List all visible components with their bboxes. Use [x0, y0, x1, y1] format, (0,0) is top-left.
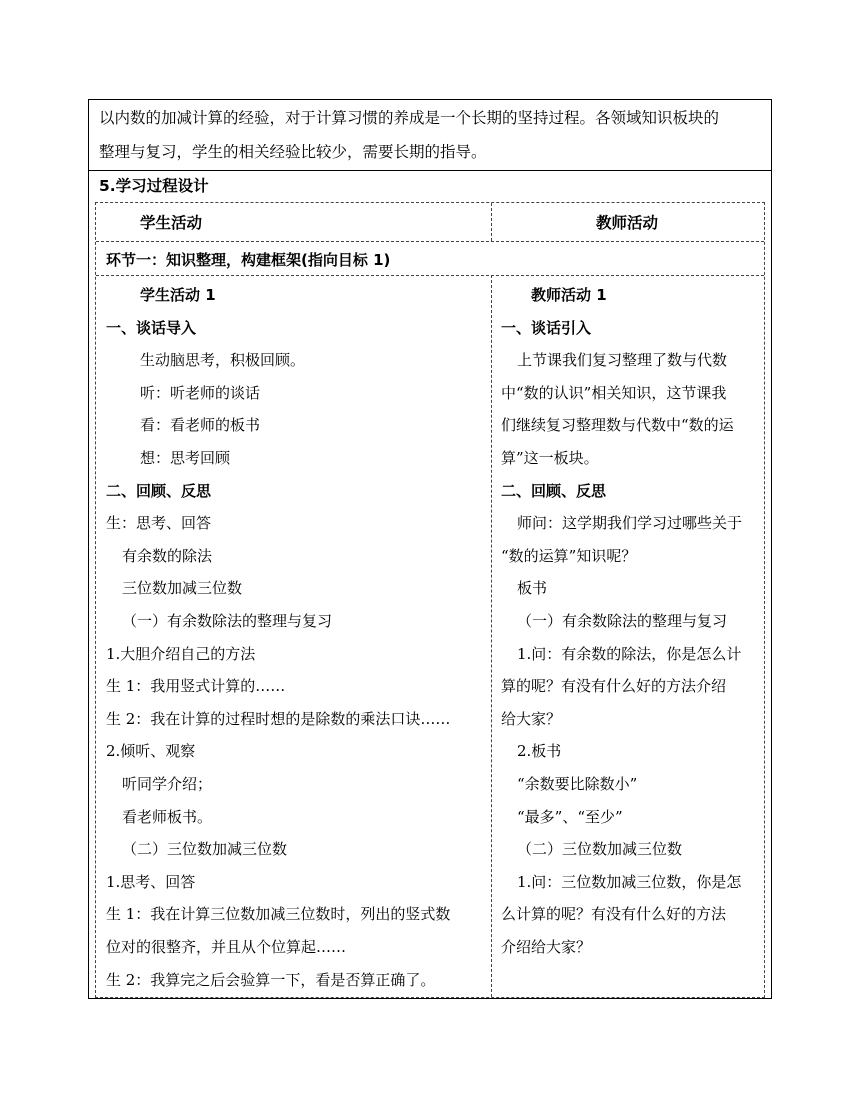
student-line: 生 2：我算完之后会验算一下，看是否算正确了。	[106, 970, 436, 989]
teacher-activity-header: 教师活动	[596, 214, 659, 232]
teacher-activity-1-title: 教师活动 1	[531, 286, 607, 304]
student-line: 三位数加减三位数	[122, 579, 243, 598]
student-line: 想：思考回顾	[140, 449, 231, 467]
teacher-line: 1.问：三位数加减三位数，你是怎	[517, 872, 742, 891]
teacher-line: 们继续复习整理数与代数中“数的运	[501, 416, 734, 435]
teacher-line: “余数要比除数小”	[517, 775, 638, 793]
student-line: 生 2：我在计算的过程时想的是除数的乘法口诀……	[106, 709, 451, 728]
student-line: 1.思考、回答	[106, 872, 196, 891]
teacher-line: 上节课我们复习整理了数与代数	[517, 351, 728, 370]
heading-review-reflect: 二、回顾、反思	[106, 481, 212, 500]
teacher-line: 1.问：有余数的除法，你是怎么计	[517, 644, 742, 663]
section-title: 5.学习过程设计	[99, 177, 209, 195]
student-line: 听：听老师的谈话	[140, 383, 261, 402]
teacher-subheading: （二）三位数加减三位数	[517, 840, 683, 859]
student-activity-header: 学生活动	[140, 214, 203, 232]
student-line: 听同学介绍；	[122, 775, 213, 793]
teacher-subheading: （一）有余数除法的整理与复习	[517, 612, 728, 630]
heading-talk-intro-teacher: 一、谈话引入	[501, 318, 592, 337]
student-line: 生动脑思考，积极回顾。	[140, 351, 306, 370]
teacher-line: 板书	[517, 579, 548, 598]
teacher-line: 算”这一板块。	[501, 449, 599, 467]
column-divider	[491, 203, 492, 241]
stage-1-title: 环节一：知识整理，构建框架(指向目标 1)	[106, 251, 391, 269]
teacher-line: 师问：这学期我们学习过哪些关于	[517, 514, 743, 533]
teacher-line: 介绍给大家？	[501, 938, 592, 956]
intro-line-1: 以内数的加减计算的经验，对于计算习惯的养成是一个长期的坚持过程。各领域知识板块的	[99, 109, 720, 127]
divider	[96, 275, 764, 276]
heading-review-reflect-teacher: 二、回顾、反思	[501, 481, 607, 500]
student-line: 2.倾听、观察	[106, 742, 196, 761]
student-line: 看：看老师的板书	[140, 416, 261, 435]
student-line: 看老师板书。	[122, 807, 213, 826]
intro-cell	[89, 100, 771, 171]
intro-line-2: 整理与复习，学生的相关经验比较少，需要长期的指导。	[99, 143, 487, 161]
student-subheading: （二）三位数加减三位数	[122, 840, 288, 859]
student-line: 生 1：我在计算三位数加减三位数时，列出的竖式数	[106, 905, 451, 924]
teacher-line: 么计算的呢？有没有什么好的方法	[501, 905, 727, 924]
teacher-line: 中“数的认识”相关知识，这节课我	[501, 383, 727, 402]
teacher-line: 算的呢？有没有什么好的方法介绍	[501, 677, 727, 696]
heading-talk-intro: 一、谈话导入	[106, 318, 197, 337]
student-activity-1-title: 学生活动 1	[140, 286, 216, 304]
student-subheading: （一）有余数除法的整理与复习	[122, 612, 333, 630]
teacher-line: 2.板书	[517, 742, 562, 761]
student-line: 生 1：我用竖式计算的……	[106, 677, 286, 696]
lesson-plan-table	[88, 99, 772, 999]
column-divider	[491, 275, 492, 997]
activity-table	[95, 202, 765, 998]
student-line: 有余数的除法	[122, 546, 213, 565]
student-line: 位对的很整齐，并且从个位算起……	[106, 938, 347, 956]
teacher-line: “数的运算”知识呢？	[501, 546, 637, 565]
divider	[96, 241, 764, 242]
teacher-line: 给大家？	[501, 709, 562, 728]
student-line: 生：思考、回答	[106, 514, 212, 533]
student-line: 1.大胆介绍自己的方法	[106, 644, 256, 663]
teacher-line: “最多”、“至少”	[517, 807, 623, 826]
